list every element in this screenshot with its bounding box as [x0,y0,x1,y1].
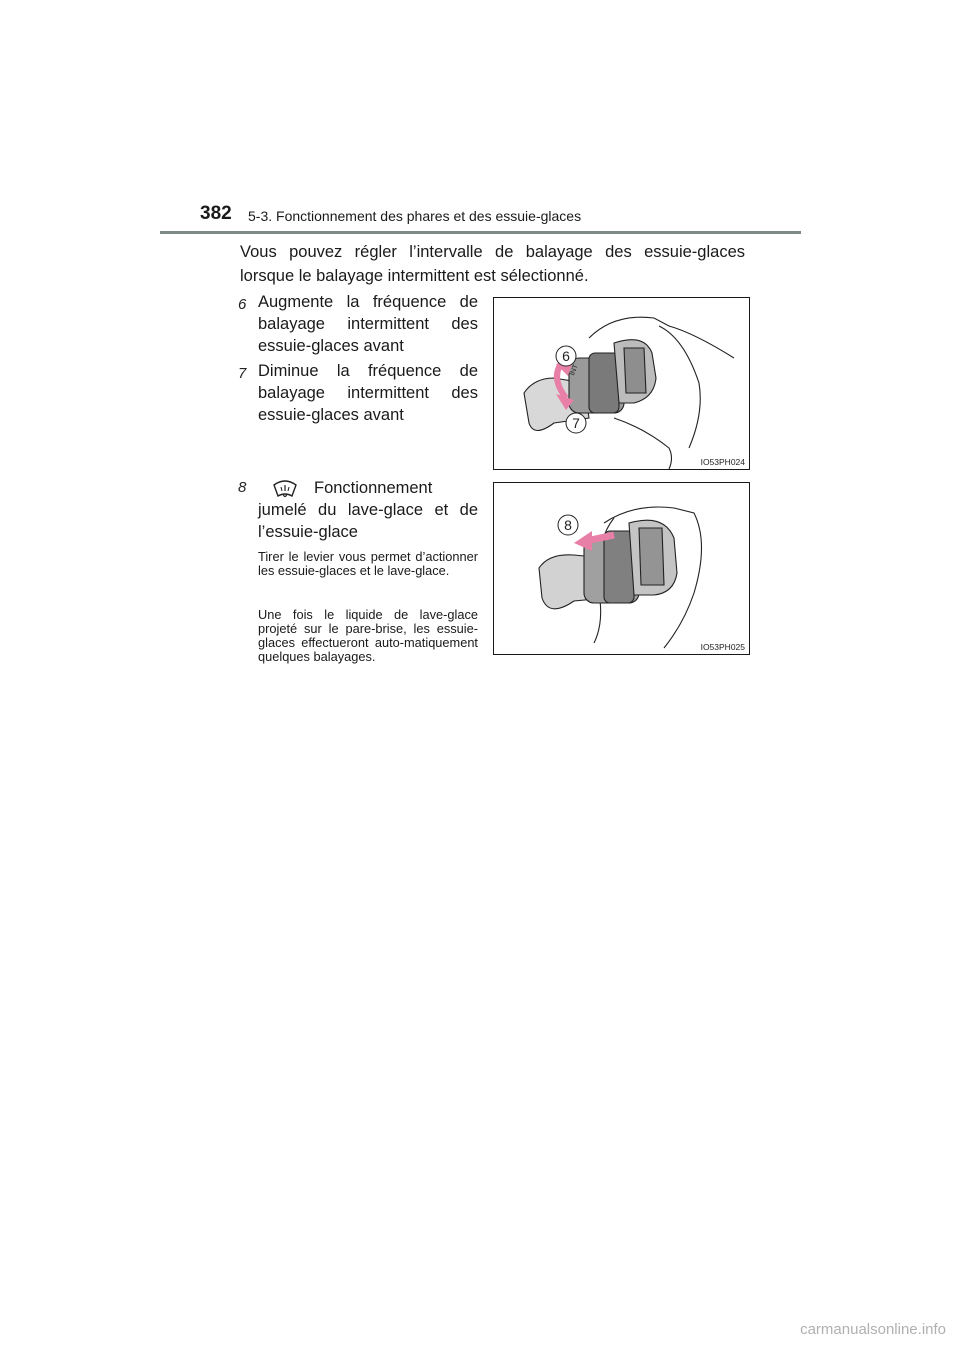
item-text-6: Augmente la fréquence de balayage intermittent des essuie-glaces avant [258,293,478,355]
item-text-7: Diminue la fréquence de balayage intermittent des essuie-glaces avant [258,362,478,424]
intro-paragraph: Vous pouvez régler l’intervalle de balayage des essuie-glaces lorsque le balayage intermittent est sélectionné. [240,243,745,285]
washer-lever-illustration [494,483,749,654]
watermark: carmanualsonline.info [800,1321,946,1338]
arrow-pull-icon [574,531,592,551]
callout-7: 7 [572,415,580,431]
item-text-8: jumelé du lave-glace et de l’essuie-glace [258,501,478,541]
item-number-8: 8 [238,479,247,496]
callout-8: 8 [564,517,572,533]
callout-6: 6 [562,348,570,364]
figure-code-2: IO53PH025 [700,642,745,652]
item-title-8: Fonctionnement [314,479,433,497]
item-note-2: Une fois le liquide de lave-glace projeté sur le pare-brise, les essuie-glaces effectueront auto-matiquement quelques balayages. [258,607,478,664]
figure-code-1: IO53PH024 [700,457,745,467]
header-rule [160,231,801,234]
lever-int-label: INT [569,363,580,377]
windshield-washer-icon [272,478,298,500]
item-number-6: 6 [238,296,247,313]
item-note-1: Tirer le levier vous permet d’actionner les essuie-glaces et le lave-glace. [258,549,478,578]
figure-washer-operation [493,482,750,655]
page-number: 382 [200,203,232,224]
item-number-7: 7 [238,365,247,382]
figure-wiper-interval [493,297,750,470]
wiper-lever-illustration [494,298,749,469]
section-title: 5-3. Fonctionnement des phares et des essuie-glaces [248,208,582,224]
